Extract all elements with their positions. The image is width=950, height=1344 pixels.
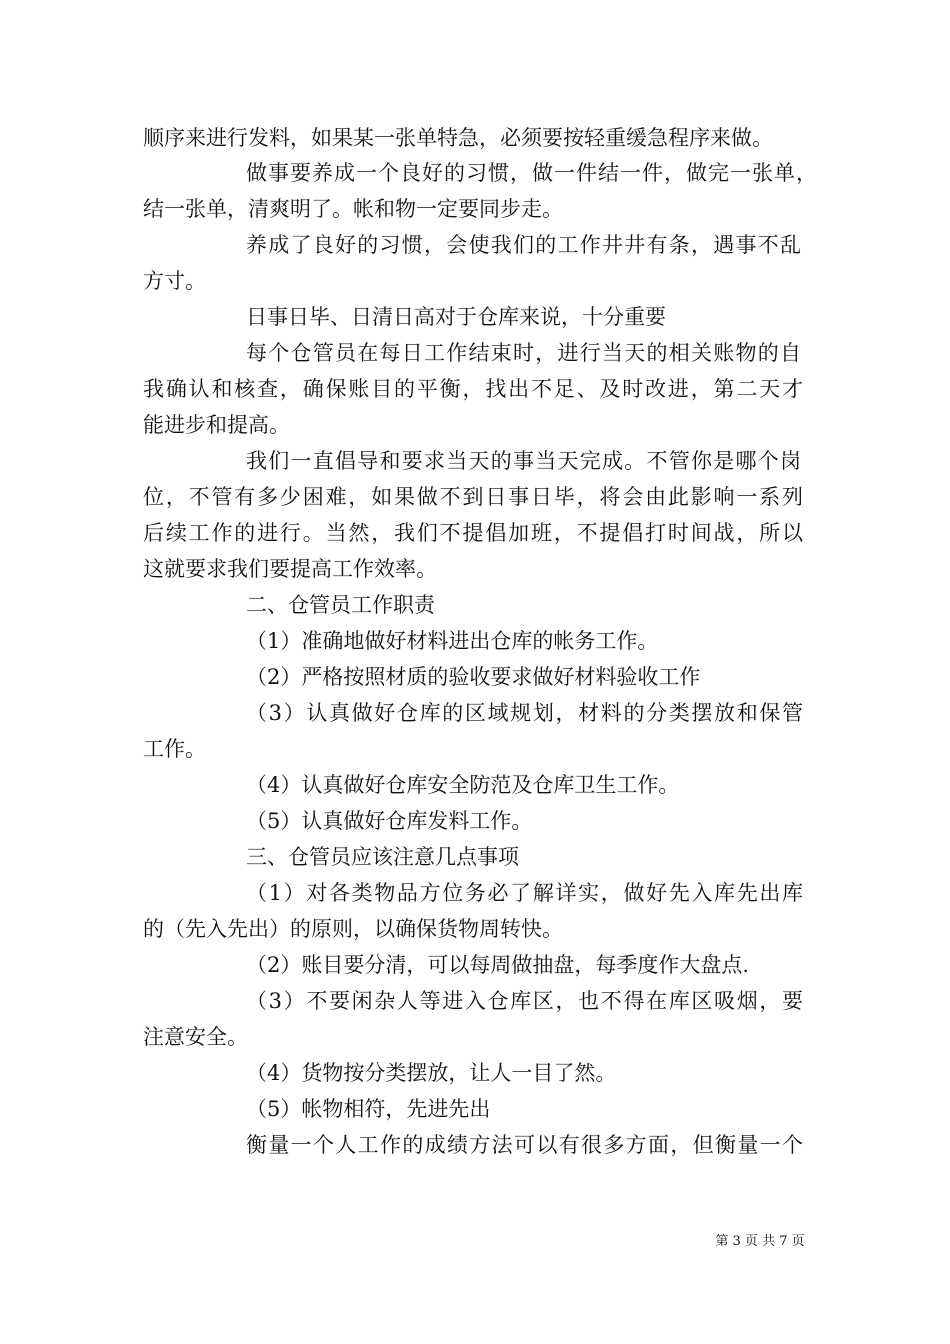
text-line: 衡量一个人工作的成绩方法可以有很多方面，但衡量一个 [246, 1133, 803, 1157]
text-line: 工作。 [143, 737, 206, 761]
text-line: 能进步和提高。 [143, 413, 290, 437]
section-heading: 三、仓管员应该注意几点事项 [246, 845, 519, 869]
page-number: 第 3 页 共 7 页 [715, 1234, 805, 1249]
text-line: 做事要养成一个良好的习惯，做一件结一件，做完一张单， [246, 161, 817, 185]
list-item: （1）准确地做好材料进出仓库的帐务工作。 [246, 629, 659, 653]
text-line: 结一张单，清爽明了。帐和物一定要同步走。 [143, 197, 563, 221]
text-line: 方寸。 [143, 269, 206, 293]
list-item: （5）认真做好仓库发料工作。 [246, 809, 533, 833]
text-line: 日事日毕、日清日高对于仓库来说，十分重要 [246, 305, 666, 329]
text-line: 每个仓管员在每日工作结束时，进行当天的相关账物的自 [246, 341, 801, 365]
text-line: 位，不管有多少困难，如果做不到日事日毕，将会由此影响一系列 [143, 485, 803, 509]
text-line: 这就要求我们要提高工作效率。 [143, 557, 437, 581]
list-item: （3）不要闲杂人等进入仓库区，也不得在库区吸烟，要 [246, 989, 803, 1013]
list-item: （4）货物按分类摆放，让人一目了然。 [246, 1061, 617, 1085]
section-heading: 二、仓管员工作职责 [246, 593, 435, 617]
list-item: （4）认真做好仓库安全防范及仓库卫生工作。 [246, 773, 680, 797]
list-item: （5）帐物相符，先进先出 [246, 1097, 491, 1121]
list-item: （2）账目要分清，可以每周做抽盘，每季度作大盘点. [246, 953, 750, 977]
text-line: 养成了良好的习惯，会使我们的工作井井有条，遇事不乱 [246, 233, 801, 257]
text-line: 顺序来进行发料，如果某一张单特急，必须要按轻重缓急程序来做。 [143, 126, 773, 150]
text-line: 的（先入先出）的原则，以确保货物周转快。 [143, 917, 563, 941]
text-line: 我们一直倡导和要求当天的事当天完成。不管你是哪个岗 [246, 449, 801, 473]
list-item: （3）认真做好仓库的区域规划，材料的分类摆放和保管 [246, 701, 803, 725]
text-line: 注意安全。 [143, 1025, 248, 1049]
list-item: （2）严格按照材质的验收要求做好材料验收工作 [246, 665, 701, 689]
text-line: 后续工作的进行。当然，我们不提倡加班，不提倡打时间战，所以 [143, 521, 803, 545]
text-line: 我确认和核查，确保账目的平衡，找出不足、及时改进，第二天才 [143, 377, 803, 401]
list-item: （1）对各类物品方位务必了解详实，做好先入库先出库 [246, 881, 803, 905]
